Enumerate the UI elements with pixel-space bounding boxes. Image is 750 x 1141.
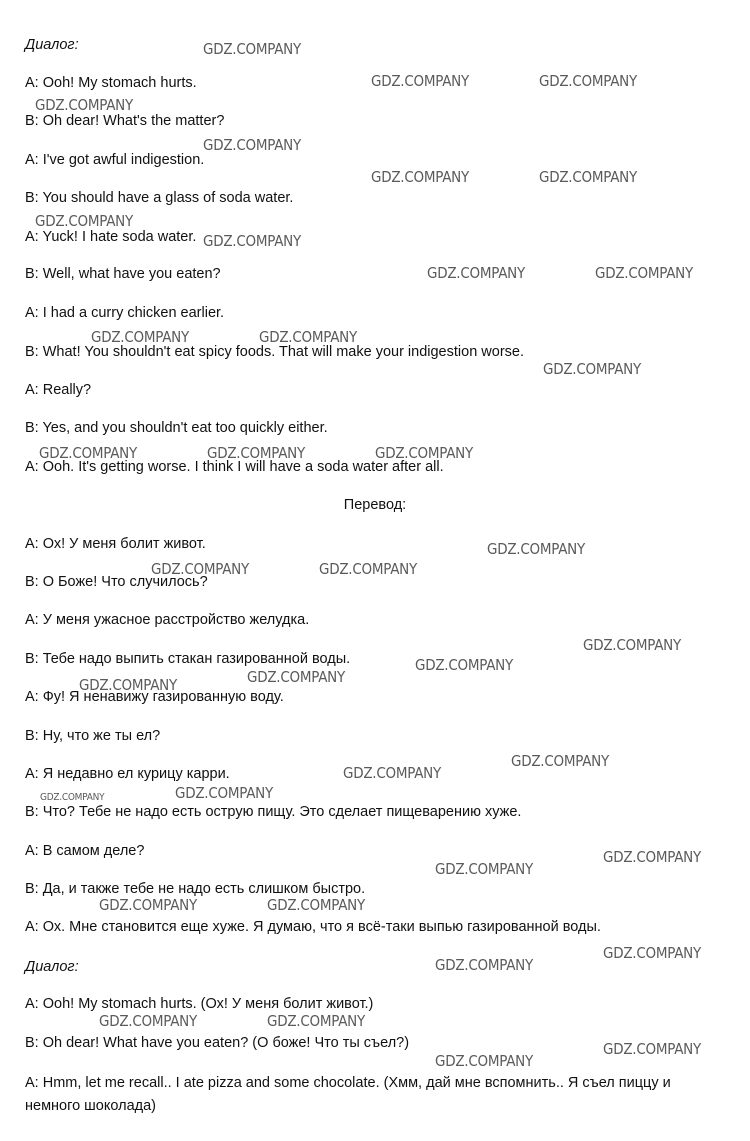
dialog-line: A: Ooh. It's getting worse. I think I will have a soda water after all.	[25, 459, 444, 475]
watermark: GDZ.COMPANY	[35, 96, 133, 114]
translation-line: А: В самом деле?	[25, 843, 145, 859]
translation-line: А: Я недавно ел курицу карри.	[25, 766, 230, 782]
watermark: GDZ.COMPANY	[267, 1012, 365, 1030]
dialog-line: B: You should have a glass of soda water.	[25, 190, 294, 206]
watermark: GDZ.COMPANY	[35, 212, 133, 230]
watermark: GDZ.COMPANY	[435, 956, 533, 974]
watermark: GDZ.COMPANY	[371, 72, 469, 90]
watermark: GDZ.COMPANY	[319, 560, 417, 578]
watermark: GDZ.COMPANY	[543, 360, 641, 378]
watermark: GDZ.COMPANY	[203, 40, 301, 58]
dialog-line: B: Well, what have you eaten?	[25, 266, 221, 282]
translation-heading: Перевод:	[343, 497, 407, 513]
watermark: GDZ.COMPANY	[415, 656, 513, 674]
watermark: GDZ.COMPANY	[91, 328, 189, 346]
translation-line: В: О Боже! Что случилось?	[25, 574, 208, 590]
watermark: GDZ.COMPANY	[603, 848, 701, 866]
watermark: GDZ.COMPANY	[595, 264, 693, 282]
watermark: GDZ.COMPANY	[603, 1040, 701, 1058]
watermark: GDZ.COMPANY	[435, 860, 533, 878]
dialog-line: A: Hmm, let me recall.. I ate pizza and some chocolate. (Хмм, дай мне вспомнить.. Я съел пиццу и немного шоколада)	[25, 1075, 671, 1114]
watermark: GDZ.COMPANY	[203, 136, 301, 154]
dialog-line: B: Oh dear! What have you eaten? (О боже! Что ты съел?)	[25, 1035, 410, 1051]
watermark: GDZ.COMPANY	[151, 560, 249, 578]
watermark: GDZ.COMPANY	[583, 636, 681, 654]
watermark: GDZ.COMPANY	[511, 752, 609, 770]
watermark: GDZ.COMPANY	[343, 764, 441, 782]
dialog-line: A: I've got awful indigestion.	[25, 152, 205, 168]
translation-line: А: Ох. Мне становится еще хуже. Я думаю, что я всё-таки выпью газированной воды.	[25, 919, 601, 935]
watermark: GDZ.COMPANY	[99, 1012, 197, 1030]
watermark: GDZ.COMPANY	[259, 328, 357, 346]
dialog-line: A: Really?	[25, 382, 92, 398]
watermark: GDZ.COMPANY	[539, 72, 637, 90]
watermark: GDZ.COMPANY	[203, 232, 301, 250]
watermark: GDZ.COMPANY	[267, 896, 365, 914]
watermark: GDZ.COMPANY	[371, 168, 469, 186]
dialog-line: B: Yes, and you shouldn't eat too quickly either.	[25, 420, 328, 436]
translation-line: А: Фу! Я ненавижу газированную воду.	[25, 689, 284, 705]
translation-line: А: У меня ужасное расстройство желудка.	[25, 612, 310, 628]
dialog-line: A: I had a curry chicken earlier.	[25, 305, 225, 321]
dialog-heading-2: Диалог:	[25, 959, 79, 975]
translation-line: А: Ох! У меня болит живот.	[25, 536, 206, 552]
translation-line: В: Да, и также тебе не надо есть слишком быстро.	[25, 881, 366, 897]
translation-line: В: Тебе надо выпить стакан газированной воды.	[25, 651, 351, 667]
watermark: GDZ.COMPANY	[603, 944, 701, 962]
watermark: GDZ.COMPANY	[247, 668, 345, 686]
watermark: GDZ.COMPANY	[375, 444, 473, 462]
translation-line: В: Ну, что же ты ел?	[25, 728, 161, 744]
watermark: GDZ.COMPANY	[539, 168, 637, 186]
watermark: GDZ.COMPANY	[207, 444, 305, 462]
watermark: GDZ.COMPANY	[40, 792, 105, 803]
watermark: GDZ.COMPANY	[99, 896, 197, 914]
dialog-line: B: What! You shouldn't eat spicy foods. That will make your indigestion worse.	[25, 344, 524, 360]
dialog-line: B: Oh dear! What's the matter?	[25, 113, 225, 129]
watermark: GDZ.COMPANY	[487, 540, 585, 558]
watermark: GDZ.COMPANY	[175, 784, 273, 802]
watermark: GDZ.COMPANY	[427, 264, 525, 282]
watermark: GDZ.COMPANY	[79, 676, 177, 694]
watermark: GDZ.COMPANY	[435, 1052, 533, 1070]
translation-line: В: Что? Тебе не надо есть острую пищу. Это сделает пищеварению хуже.	[25, 804, 522, 820]
dialog-line: A: Ooh! My stomach hurts. (Ох! У меня болит живот.)	[25, 996, 374, 1012]
watermark: GDZ.COMPANY	[39, 444, 137, 462]
dialog-heading: Диалог:	[25, 37, 79, 53]
dialog-line: A: Yuck! I hate soda water.	[25, 229, 197, 245]
dialog-line: A: Ooh! My stomach hurts.	[25, 75, 197, 91]
